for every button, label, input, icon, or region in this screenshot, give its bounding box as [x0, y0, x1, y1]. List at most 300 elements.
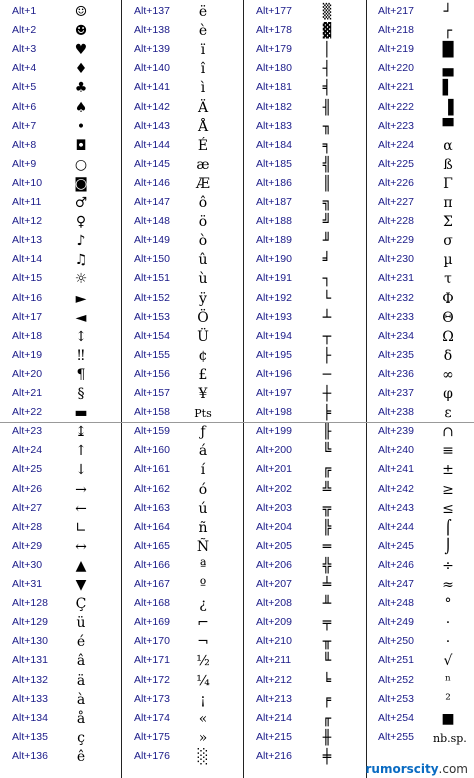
character-symbol: ┐: [322, 271, 332, 288]
character-symbol: °: [444, 596, 452, 613]
watermark-suffix: .com: [438, 762, 468, 776]
alt-code: Alt+190: [256, 253, 292, 266]
character-symbol: ▼: [75, 577, 87, 593]
table-row: [244, 3, 367, 22]
character-symbol: ◘: [75, 137, 87, 154]
character-symbol: ╛: [322, 252, 332, 269]
alt-code: Alt+184: [256, 138, 292, 151]
table-row: [244, 213, 367, 232]
character-symbol: ○: [74, 156, 88, 173]
alt-code: Alt+27: [12, 501, 43, 514]
character-symbol: ↕: [75, 328, 87, 345]
table-row: [0, 385, 122, 404]
table-row: [367, 404, 474, 423]
table-row: [122, 156, 244, 175]
alt-code: Alt+31: [12, 578, 43, 590]
table-row: [367, 500, 474, 519]
character-symbol: æ: [196, 156, 210, 173]
alt-code: Alt+170: [134, 635, 170, 648]
alt-code: Alt+134: [12, 711, 48, 724]
table-row: [367, 137, 474, 156]
character-symbol: ô: [198, 195, 208, 211]
character-symbol: ♀: [75, 214, 87, 231]
character-symbol: º: [199, 577, 207, 593]
table-row: [244, 614, 367, 633]
table-row: [244, 79, 367, 98]
character-symbol: ∞: [442, 366, 454, 383]
alt-code: Alt+25: [12, 463, 43, 476]
table-row: [367, 614, 474, 633]
character-symbol: ┤: [322, 61, 332, 78]
table-row: [367, 423, 474, 442]
character-symbol: ¿: [199, 596, 207, 613]
character-symbol: ╥: [322, 634, 332, 651]
character-symbol: à: [76, 691, 86, 708]
character-symbol: ╝: [322, 214, 332, 231]
alt-code: Alt+224: [378, 138, 414, 151]
alt-code: Alt+236: [378, 367, 414, 380]
alt-code: Alt+138: [134, 24, 170, 37]
character-symbol: →: [75, 481, 87, 498]
alt-code: Alt+26: [12, 482, 43, 495]
character-symbol: á: [198, 443, 208, 460]
table-row: [244, 156, 367, 175]
alt-code: Alt+12: [12, 215, 43, 228]
character-symbol: å: [76, 710, 86, 727]
alt-code: Alt+175: [134, 730, 170, 743]
table-row: [244, 194, 367, 213]
character-symbol: ╪: [322, 748, 332, 765]
table-row: [0, 557, 122, 576]
table-row: [367, 652, 474, 671]
table-row: [244, 175, 367, 194]
character-symbol: ╔: [322, 462, 332, 479]
alt-code: Alt+132: [12, 673, 48, 686]
table-row: [0, 519, 122, 538]
table-row: [122, 232, 244, 251]
table-row: [122, 576, 244, 595]
table-row: [244, 500, 367, 519]
character-symbol: ╗: [322, 195, 332, 211]
table-row: [367, 328, 474, 347]
alt-code: Alt+10: [12, 176, 43, 189]
alt-code: Alt+186: [256, 176, 292, 189]
character-symbol: Ç: [75, 596, 87, 613]
character-symbol: Å: [197, 118, 209, 135]
table-row: [122, 175, 244, 194]
column-divider: [366, 0, 367, 778]
character-symbol: ╠: [322, 519, 332, 536]
alt-code: Alt+173: [134, 692, 170, 705]
alt-code: Alt+147: [134, 196, 170, 208]
character-symbol: Ö: [197, 309, 209, 326]
character-symbol: Φ: [442, 290, 454, 307]
alt-code: Alt+254: [378, 711, 414, 724]
alt-code: Alt+23: [12, 425, 43, 438]
character-symbol: ·: [445, 615, 451, 632]
table-row: [0, 710, 122, 729]
table-row: [244, 22, 367, 41]
table-row: [0, 672, 122, 691]
table-row: [122, 614, 244, 633]
alt-code: Alt+178: [256, 24, 292, 37]
table-row: [244, 232, 367, 251]
table-row: [122, 251, 244, 270]
alt-code: Alt+247: [378, 578, 414, 590]
table-row: [367, 251, 474, 270]
character-symbol: ▬: [74, 405, 88, 422]
table-row: [367, 729, 474, 748]
character-symbol: ♣: [74, 80, 88, 97]
alt-code: Alt+187: [256, 196, 292, 208]
character-symbol: ╨: [322, 596, 332, 613]
character-symbol: ⌐: [197, 615, 209, 632]
character-symbol: ≤: [442, 500, 454, 517]
character-symbol: ↓: [75, 462, 87, 479]
alt-code: Alt+145: [134, 157, 170, 170]
table-row: [0, 194, 122, 213]
alt-code: Alt+165: [134, 539, 170, 552]
alt-code: Alt+15: [12, 272, 43, 285]
character-symbol: ┴: [322, 309, 332, 326]
column-2: [122, 0, 244, 778]
alt-code: Alt+131: [12, 654, 48, 667]
table-row: [122, 309, 244, 328]
alt-code: Alt+9: [12, 157, 37, 170]
character-symbol: ≈: [442, 577, 454, 593]
table-row: [244, 576, 367, 595]
character-symbol: ë: [198, 4, 208, 20]
character-symbol: ╓: [322, 710, 332, 727]
table-row: [367, 710, 474, 729]
table-row: [122, 385, 244, 404]
character-symbol: φ: [443, 386, 453, 402]
character-symbol: ╦: [322, 500, 332, 517]
table-row: [122, 137, 244, 156]
watermark: [365, 762, 468, 776]
table-row: [244, 729, 367, 748]
table-row: [0, 748, 122, 767]
alt-code: Alt+181: [256, 81, 292, 94]
table-row: [122, 633, 244, 652]
table-row: [0, 729, 122, 748]
table-row: [367, 41, 474, 60]
alt-code: Alt+4: [12, 62, 37, 75]
alt-code: Alt+156: [134, 367, 170, 380]
table-row: [367, 118, 474, 137]
alt-code: Alt+159: [134, 425, 170, 438]
alt-code: Alt+242: [378, 482, 414, 495]
character-symbol: ƒ: [200, 424, 206, 441]
alt-code: Alt+243: [378, 501, 414, 514]
character-symbol: ↑: [75, 443, 87, 460]
alt-code: Alt+168: [134, 597, 170, 610]
character-symbol: ♦: [74, 61, 88, 78]
alt-code: Alt+160: [134, 444, 170, 457]
table-row: [122, 500, 244, 519]
table-row: [0, 442, 122, 461]
table-row: [0, 290, 122, 309]
table-row: [0, 652, 122, 671]
character-symbol: £: [198, 366, 208, 383]
table-row: [122, 290, 244, 309]
alt-code: Alt+196: [256, 367, 292, 380]
table-row: [0, 99, 122, 118]
table-row: [0, 3, 122, 22]
character-symbol: ╢: [322, 99, 332, 116]
character-symbol: ì: [200, 80, 206, 97]
table-row: [367, 442, 474, 461]
alt-code: Alt+199: [256, 425, 292, 438]
table-row: [367, 691, 474, 710]
alt-code: Alt+233: [378, 310, 414, 323]
table-row: [0, 576, 122, 595]
character-symbol: è: [198, 23, 208, 40]
table-row: [0, 461, 122, 480]
table-row: [367, 633, 474, 652]
character-symbol: τ: [444, 271, 452, 288]
table-row: [0, 137, 122, 156]
alt-code: Alt+240: [378, 444, 414, 457]
table-row: [244, 519, 367, 538]
character-symbol: ≥: [442, 481, 454, 498]
table-row: [244, 633, 367, 652]
alt-code: Alt+223: [378, 119, 414, 132]
alt-code: Alt+201: [256, 463, 292, 476]
table-row: [367, 60, 474, 79]
alt-code: Alt+128: [12, 597, 48, 610]
character-symbol: î: [200, 61, 206, 78]
table-row: [122, 79, 244, 98]
character-symbol: ╕: [322, 137, 332, 154]
character-symbol: •: [76, 118, 86, 135]
table-row: [122, 404, 244, 423]
table-row: [122, 60, 244, 79]
table-row: [244, 442, 367, 461]
alt-code: Alt+143: [134, 119, 170, 132]
table-row: [244, 60, 367, 79]
alt-code: Alt+139: [134, 43, 170, 56]
table-row: [0, 614, 122, 633]
character-symbol: ≡: [442, 443, 454, 460]
character-symbol: Pts: [194, 407, 212, 421]
character-symbol: ╜: [322, 233, 332, 250]
alt-code: Alt+213: [256, 692, 292, 705]
alt-code: Alt+19: [12, 348, 43, 361]
alt-code: Alt+191: [256, 272, 292, 285]
alt-code: Alt+193: [256, 310, 292, 323]
alt-code: Alt+226: [378, 176, 414, 189]
alt-code: Alt+157: [134, 387, 170, 399]
character-symbol: π: [443, 195, 453, 211]
table-row: [244, 99, 367, 118]
alt-code: Alt+171: [134, 654, 170, 667]
alt-code: Alt+169: [134, 616, 170, 629]
character-symbol: ▲: [75, 557, 87, 574]
watermark-brand: rumorscity: [365, 762, 439, 776]
table-row: [367, 3, 474, 22]
character-symbol: Θ: [442, 309, 454, 326]
character-symbol: ¼: [196, 672, 210, 689]
alt-code: Alt+20: [12, 367, 43, 380]
alt-code: Alt+227: [378, 196, 414, 208]
character-symbol: ∩: [442, 424, 454, 441]
character-symbol: ═: [322, 538, 332, 555]
character-symbol: σ: [443, 233, 453, 250]
alt-code: Alt+252: [378, 673, 414, 686]
table-row: [0, 347, 122, 366]
character-symbol: ²: [445, 691, 451, 708]
alt-code: Alt+14: [12, 253, 43, 266]
alt-code: Alt+130: [12, 635, 48, 648]
alt-code: Alt+153: [134, 310, 170, 323]
alt-code: Alt+215: [256, 730, 292, 743]
alt-code: Alt+133: [12, 692, 48, 705]
character-symbol: ♠: [74, 99, 88, 116]
alt-code: Alt+231: [378, 272, 414, 285]
alt-code: Alt+216: [256, 749, 292, 762]
character-symbol: ╧: [322, 577, 332, 593]
table-row: [0, 423, 122, 442]
table-row: [367, 22, 474, 41]
character-symbol: ¡: [200, 691, 206, 708]
table-row: [122, 194, 244, 213]
character-symbol: Ñ: [196, 538, 210, 555]
alt-code: Alt+7: [12, 119, 37, 132]
character-symbol: ♪: [76, 233, 86, 250]
table-row: [122, 118, 244, 137]
alt-code: Alt+239: [378, 425, 414, 438]
table-row: [0, 60, 122, 79]
alt-code: Alt+21: [12, 387, 43, 399]
character-symbol: │: [322, 42, 332, 59]
table-row: [244, 309, 367, 328]
table-row: [367, 270, 474, 289]
table-row: [0, 500, 122, 519]
character-symbol: δ: [443, 347, 453, 364]
character-symbol: ─: [322, 366, 332, 383]
character-symbol: ç: [77, 729, 85, 746]
alt-code: Alt+18: [12, 329, 43, 342]
column-divider: [243, 0, 244, 778]
character-symbol: ╣: [322, 156, 332, 173]
character-symbol: ◄: [75, 309, 87, 326]
table-row: [122, 729, 244, 748]
table-row: [122, 672, 244, 691]
alt-code: Alt+174: [134, 711, 170, 724]
table-row: [367, 366, 474, 385]
character-symbol: ░: [197, 748, 209, 765]
character-symbol: µ: [443, 252, 453, 269]
column-4: [367, 0, 474, 778]
table-row: [122, 748, 244, 767]
alt-code: Alt+161: [134, 463, 170, 476]
alt-code: Alt+192: [256, 291, 292, 304]
character-symbol: ║: [322, 175, 332, 192]
alt-code: Alt+207: [256, 578, 292, 590]
alt-code: Alt+146: [134, 176, 170, 189]
character-symbol: ╖: [322, 118, 332, 135]
character-symbol: ▌: [442, 80, 454, 97]
alt-code: Alt+176: [134, 749, 170, 762]
table-row: [0, 41, 122, 60]
table-row: [244, 748, 367, 767]
alt-code: Alt+217: [378, 5, 414, 17]
table-row: [0, 156, 122, 175]
table-row: [367, 538, 474, 557]
alt-code: Alt+135: [12, 730, 48, 743]
alt-code: Alt+198: [256, 406, 292, 419]
alt-code: Alt+194: [256, 329, 292, 342]
character-symbol: ï: [200, 42, 206, 59]
alt-code: Alt+137: [134, 5, 170, 17]
character-symbol: â: [76, 653, 86, 670]
character-symbol: ¥: [198, 386, 208, 402]
table-row: [367, 194, 474, 213]
character-symbol: ☺: [74, 4, 88, 20]
alt-code: Alt+209: [256, 616, 292, 629]
table-row: [122, 22, 244, 41]
table-row: [244, 366, 367, 385]
table-row: [0, 175, 122, 194]
character-symbol: ◙: [74, 175, 88, 192]
character-symbol: ó: [198, 481, 208, 498]
alt-code: Alt+235: [378, 348, 414, 361]
table-row: [244, 557, 367, 576]
character-symbol: ☼: [74, 271, 88, 288]
table-row: [0, 22, 122, 41]
character-symbol: ¬: [197, 634, 209, 651]
alt-code: Alt+202: [256, 482, 292, 495]
character-symbol: ►: [75, 290, 87, 307]
character-symbol: ╩: [322, 481, 332, 498]
alt-code: Alt+148: [134, 215, 170, 228]
character-symbol: Ä: [197, 99, 209, 116]
alt-code: Alt+203: [256, 501, 292, 514]
table-row: [367, 347, 474, 366]
table-row: [0, 213, 122, 232]
character-symbol: █: [442, 42, 454, 59]
character-symbol: ü: [76, 615, 86, 632]
alt-code: Alt+180: [256, 62, 292, 75]
alt-code: Alt+214: [256, 711, 292, 724]
alt-code: Alt+172: [134, 673, 170, 686]
character-symbol: í: [200, 462, 206, 479]
table-row: [0, 595, 122, 614]
character-symbol: ╟: [322, 424, 332, 441]
alt-code: Alt+230: [378, 253, 414, 266]
alt-code: Alt+200: [256, 444, 292, 457]
character-symbol: ■: [441, 710, 455, 727]
alt-code: Alt+150: [134, 253, 170, 266]
table-row: [244, 137, 367, 156]
character-symbol: §: [77, 386, 85, 402]
alt-code: Alt+167: [134, 578, 170, 590]
alt-code: Alt+250: [378, 635, 414, 648]
table-row: [122, 366, 244, 385]
character-symbol: ←: [75, 500, 87, 517]
alt-code: Alt+129: [12, 616, 48, 629]
alt-code: Alt+2: [12, 24, 37, 37]
table-row: [0, 79, 122, 98]
row-divider: [0, 422, 474, 423]
table-row: [0, 328, 122, 347]
table-row: [122, 270, 244, 289]
alt-code: Alt+22: [12, 406, 43, 419]
character-symbol: ·: [445, 634, 451, 651]
alt-code: Alt+8: [12, 138, 37, 151]
alt-code: Alt+244: [378, 520, 414, 533]
